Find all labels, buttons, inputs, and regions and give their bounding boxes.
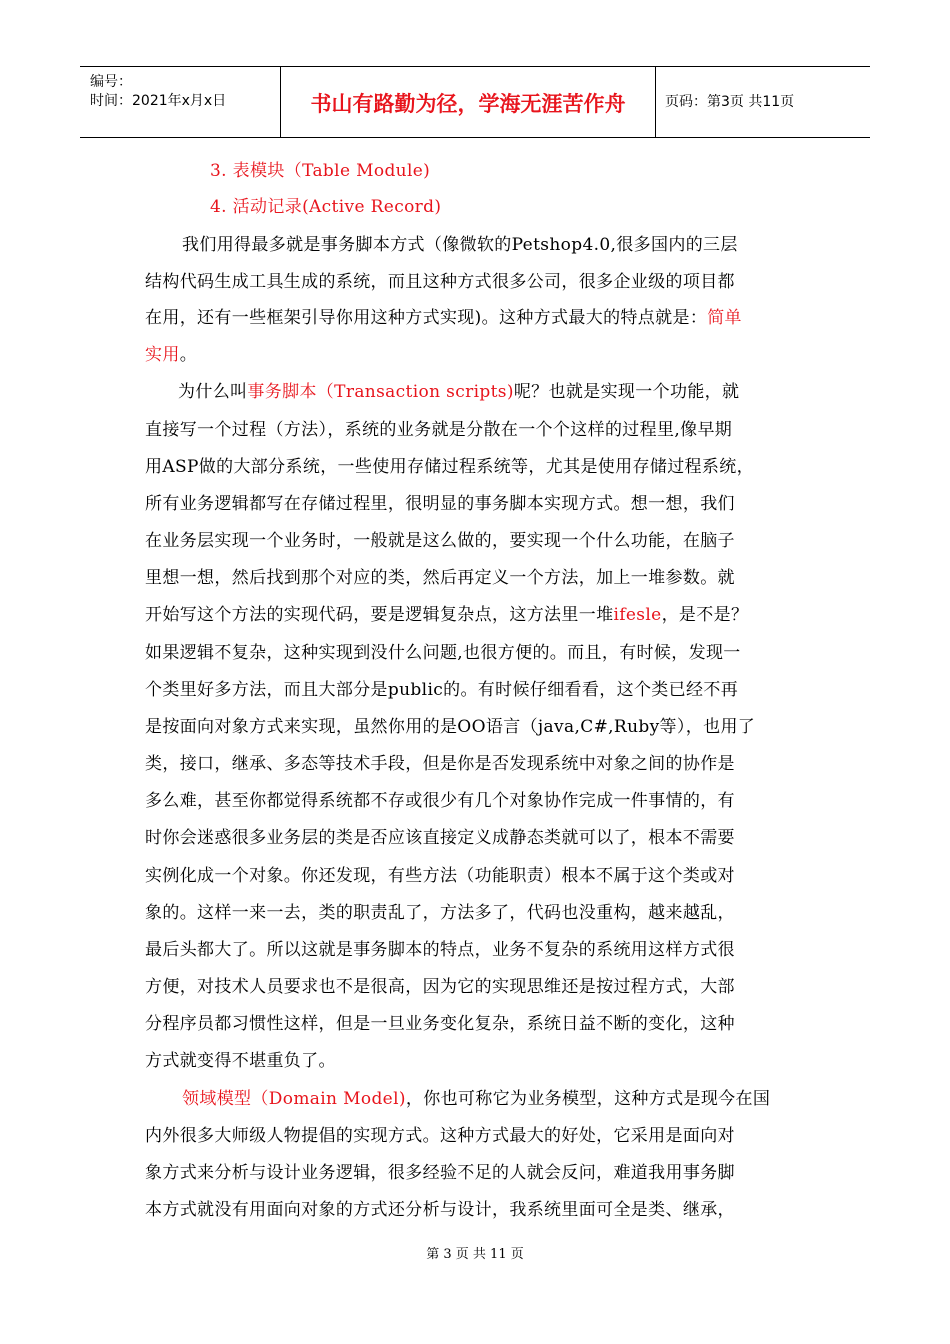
text-segment: 是按面向对象方式来实现，虽然你用的是OO语言（java,C#,Ruby等），也用了	[145, 717, 756, 737]
text-line	[145, 752, 735, 776]
text-segment: 分程序员都习惯性这样，但是一旦业务变化复杂，系统日益不断的变化，这种	[145, 1014, 735, 1034]
text-segment: 方式就变得不堪重负了。	[145, 1051, 336, 1071]
text-line	[182, 233, 738, 257]
text-segment: 里想一想，然后找到那个对应的类，然后再定义一个方法，加上一堆参数。就	[145, 568, 735, 588]
text-segment: 在业务层实现一个业务时，一般就是这么做的，要实现一个什么功能，在脑子	[145, 531, 735, 551]
text-line	[145, 306, 742, 330]
header-page-info: 页码：第3页 共11页	[665, 94, 795, 110]
text-line	[145, 789, 735, 813]
highlighted-text: 3. 表模块（Table Module)	[210, 161, 431, 181]
highlighted-text: 4. 活动记录(Active Record)	[210, 197, 442, 217]
text-segment: 如果逻辑不复杂，这种实现到没什么问题,也很方便的。而且，有时候，发现一	[145, 643, 741, 663]
text-line	[145, 1012, 735, 1036]
text-segment: 本方式就没有用面向对象的方式还分析与设计，我系统里面可全是类、继承，	[145, 1200, 735, 1220]
highlighted-text: 实用	[145, 345, 180, 365]
text-line	[145, 678, 738, 702]
text-segment: 用ASP做的大部分系统，一些使用存储过程系统等，尤其是使用存储过程系统，	[145, 457, 754, 477]
text-line	[145, 1049, 336, 1073]
text-line	[145, 715, 755, 739]
text-line	[145, 566, 735, 590]
page-footer: 第 3 页 共 11 页	[426, 1247, 524, 1262]
text-segment: 多么难，甚至你都觉得系统都不存或很少有几个对象协作完成一件事情的，有	[145, 791, 735, 811]
header-motto-cell	[280, 67, 656, 137]
text-line	[145, 1161, 735, 1185]
document-number: 编号：	[90, 74, 132, 90]
text-segment: ，是不是？	[661, 605, 749, 625]
text-line	[210, 195, 441, 219]
text-line	[145, 418, 732, 442]
text-line	[145, 343, 197, 367]
text-segment: 实例化成一个对象。你还发现，有些方法（功能职责）根本不属于这个类或对	[145, 866, 735, 886]
text-segment: 所有业务逻辑都写在存储过程里，很明显的事务脚本实现方式。想一想，我们	[145, 494, 735, 514]
text-line	[145, 603, 748, 627]
text-line	[145, 1198, 735, 1222]
text-segment: 直接写一个过程（方法），系统的业务就是分散在一个个这样的过程里,像早期	[145, 420, 733, 440]
text-line	[145, 1124, 735, 1148]
text-segment: 个类里好多方法，而且大部分是public的。有时候仔细看看，这个类已经不再	[145, 680, 739, 700]
header-page-cell	[655, 67, 870, 137]
text-segment: 呢？也就是实现一个功能，就	[513, 382, 740, 402]
text-segment: 为什么叫	[178, 382, 248, 402]
text-line	[145, 270, 735, 294]
text-segment: 类，接口，继承、多态等技术手段，但是你是否发现系统中对象之间的协作是	[145, 754, 735, 774]
text-segment: 结构代码生成工具生成的系统，而且这种方式很多公司，很多企业级的项目都	[145, 272, 735, 292]
text-segment: 时你会迷惑很多业务层的类是否应该直接定义成静态类就可以了，根本不需要	[145, 828, 735, 848]
text-segment: 象的。这样一来一去，类的职责乱了，方法多了，代码也没重构，越来越乱，	[145, 903, 735, 923]
text-segment: ，你也可称它为业务模型，这种方式是现今在国	[405, 1089, 771, 1109]
highlighted-text: ifesle	[613, 605, 662, 625]
text-segment: 内外很多大师级人物提倡的实现方式。这种方式最大的好处，它采用是面向对	[145, 1126, 735, 1146]
highlighted-text: 领域模型（Domain Model)	[182, 1089, 406, 1109]
text-line	[145, 641, 741, 665]
page-header	[80, 66, 870, 138]
highlighted-text: 事务脚本（Transaction scripts)	[247, 382, 514, 402]
text-line	[145, 975, 735, 999]
text-line	[145, 864, 735, 888]
text-line	[145, 826, 735, 850]
highlighted-text: 简单	[707, 308, 742, 328]
text-segment: 象方式来分析与设计业务逻辑，很多经验不足的人就会反问，难道我用事务脚	[145, 1163, 735, 1183]
header-motto: 书山有路勤为径，学海无涯苦作舟	[310, 92, 626, 116]
text-segment: 开始写这个方法的实现代码，要是逻辑复杂点，这方法里一堆	[145, 605, 614, 625]
text-segment: 我们用得最多就是事务脚本方式（像微软的Petshop4.0,很多国内的三层	[182, 235, 738, 255]
text-line	[178, 380, 739, 404]
text-segment: 最后头都大了。所以这就是事务脚本的特点，业务不复杂的系统用这样方式很	[145, 940, 735, 960]
text-line	[145, 529, 735, 553]
document-date: 时间：2021年x月x日	[90, 93, 227, 109]
text-line	[145, 492, 735, 516]
text-line	[210, 159, 430, 183]
text-line	[182, 1087, 770, 1111]
text-segment: 方便，对技术人员要求也不是很高，因为它的实现思维还是按过程方式，大部	[145, 977, 735, 997]
text-segment: 。	[179, 345, 198, 365]
text-line	[145, 901, 735, 925]
text-segment: 在用，还有一些框架引导你用这种方式实现)。这种方式最大的特点就是：	[145, 308, 708, 328]
text-line	[145, 938, 735, 962]
header-meta-cell	[80, 67, 280, 137]
text-line	[145, 455, 754, 479]
